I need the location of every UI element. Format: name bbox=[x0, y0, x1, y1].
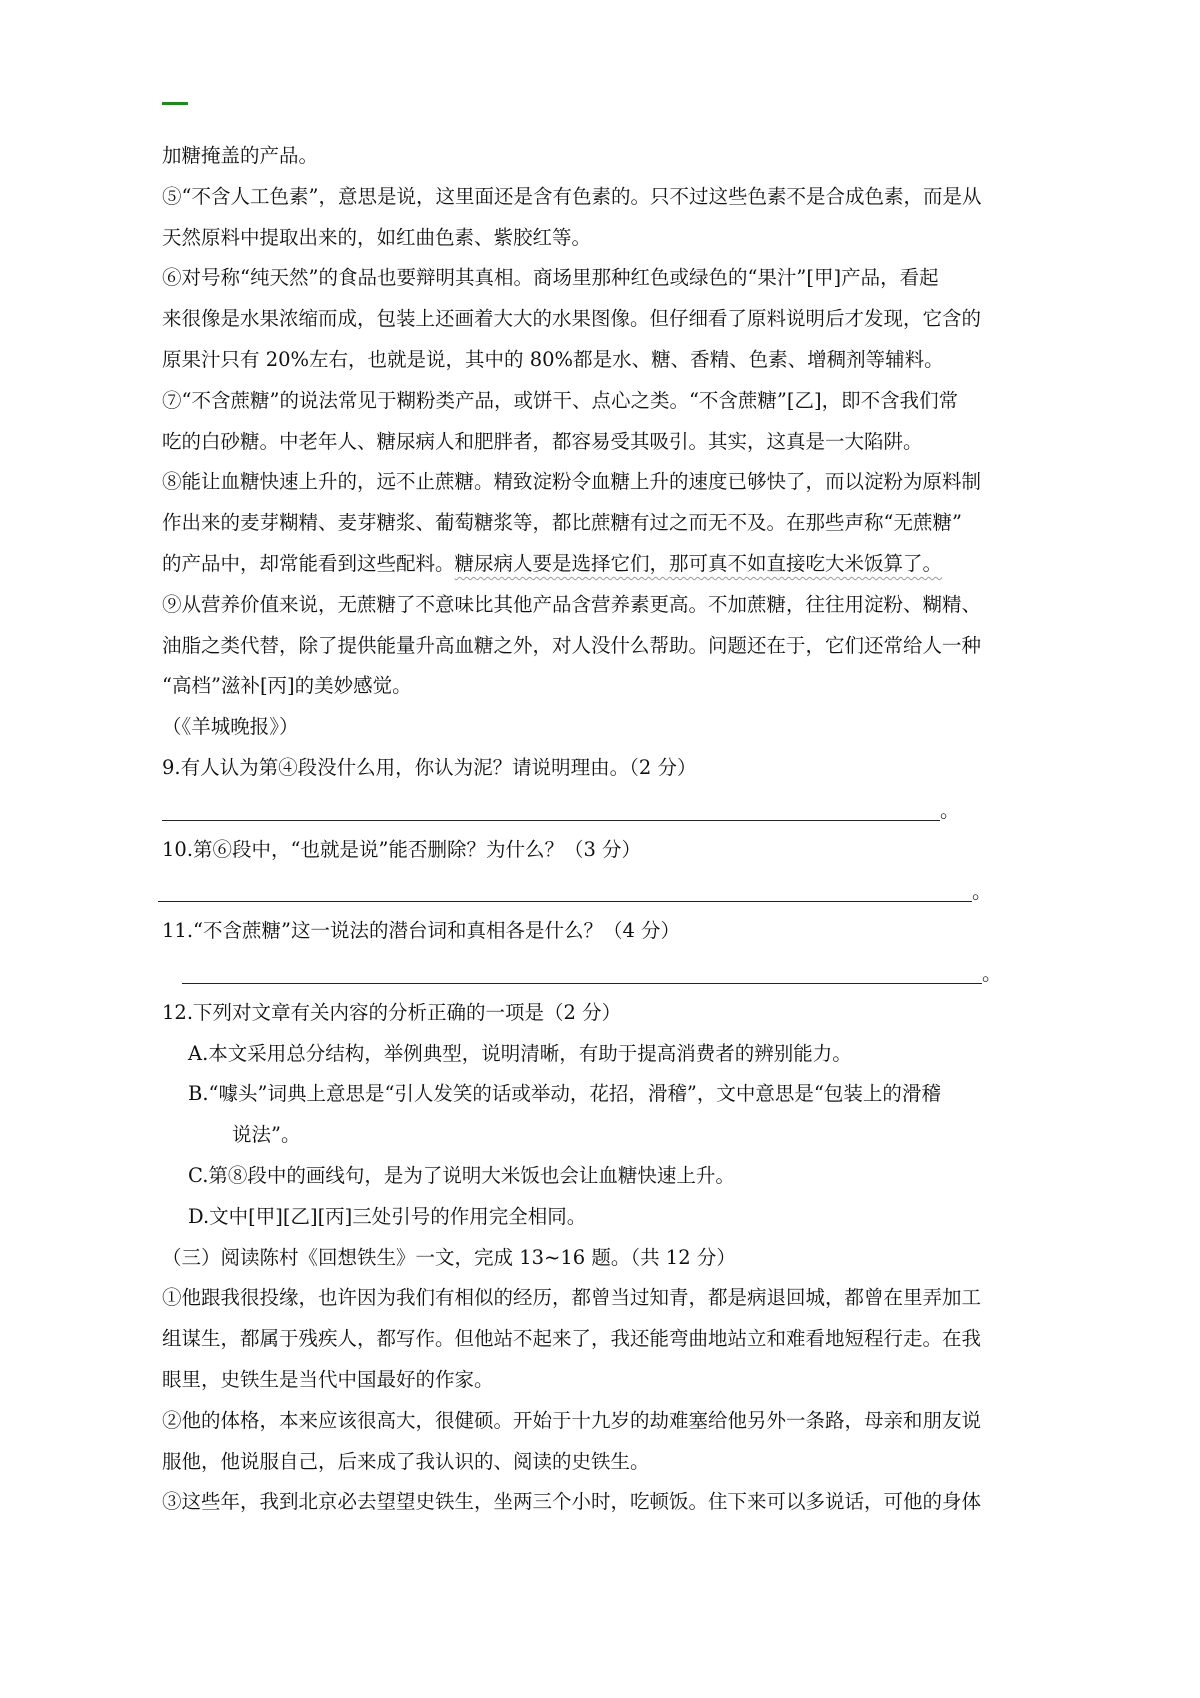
option-b-continued: 说法”。 bbox=[232, 1123, 301, 1147]
text-line: ⑦“不含蔗糖”的说法常见于糊粉类产品，或饼干、点心之类。“不含蔗糖”[乙]，即不含我们常 bbox=[162, 388, 959, 412]
option-c: C.第⑧段中的画线句，是为了说明大米饭也会让血糖快速上升。 bbox=[188, 1163, 735, 1187]
question-12: 12.下列对文章有关内容的分析正确的一项是（2 分） bbox=[162, 1000, 622, 1024]
source-citation: （《羊城晚报》） bbox=[162, 715, 299, 739]
text-plain: 的产品中，却常能看到这些配料。 bbox=[162, 551, 455, 575]
text-line: 吃的白砂糖。中老年人、糖尿病人和肥胖者，都容易受其吸引。其实，这真是一大陷阱。 bbox=[162, 429, 923, 453]
option-b: B.“噱头”词典上意思是“引人发笑的话或举动，花招，滑稽”，文中意思是“包装上的滑稽 bbox=[188, 1082, 941, 1106]
document-body bbox=[162, 136, 1062, 1523]
text-line: ①他跟我很投缘，也许因为我们有相似的经历，都曾当过知青，都是病退回城，都曾在里弄加工 bbox=[162, 1286, 982, 1310]
answer-line-11[interactable] bbox=[162, 952, 1062, 993]
text-line: 作出来的麦芽糊精、麦芽糖浆、葡萄糖浆等，都比蔗糖有过之而无不及。在那些声称“无蔗糖” bbox=[162, 511, 962, 535]
text-line: 服他，他说服自己，后来成了我认识的、阅读的史铁生。 bbox=[162, 1449, 650, 1473]
text-line: ⑨从营养价值来说，无蔗糖了不意味比其他产品含营养素更高。不加蔗糖，往往用淀粉、糊精、 bbox=[162, 592, 982, 616]
answer-underline bbox=[182, 983, 982, 984]
answer-underline bbox=[158, 901, 972, 902]
answer-line-9[interactable] bbox=[162, 789, 1062, 830]
question-11: 11.“不含蔗糖”这一说法的潜台词和真相各是什么？（4 分） bbox=[162, 919, 681, 943]
question-10: 10.第⑥段中，“也就是说”能否删除？为什么？（3 分） bbox=[162, 837, 642, 861]
text-line: 天然原料中提取出来的，如红曲色素、紫胶红等。 bbox=[162, 225, 592, 249]
text-line bbox=[162, 544, 1062, 585]
text-line: ⑧能让血糖快速上升的，远不止蔗糖。精致淀粉令血糖上升的速度已够快了，而以淀粉为原料制 bbox=[162, 470, 982, 494]
text-line: ②他的体格，本来应该很高大，很健硕。开始于十九岁的劫难塞给他另外一条路，母亲和朋友说 bbox=[162, 1408, 982, 1432]
answer-end-mark: 。 bbox=[982, 961, 1002, 985]
answer-line-10[interactable] bbox=[162, 870, 1062, 911]
text-line: ⑤“不含人工色素”，意思是说，这里面还是含有色素的。只不过这些色素不是合成色素，而是从 bbox=[162, 184, 982, 208]
text-line: ③这些年，我到北京必去望望史铁生，坐两三个小时，吃顿饭。住下来可以多说话，可他的身体 bbox=[162, 1490, 982, 1514]
answer-underline bbox=[162, 820, 940, 821]
option-d: D.文中[甲][乙][丙]三处引号的作用完全相同。 bbox=[188, 1204, 587, 1228]
question-9: 9.有人认为第④段没什么用，你认为泥？请说明理由。（2 分） bbox=[162, 755, 697, 779]
section-title: （三）阅读陈村《回想铁生》一文，完成 13~16 题。（共 12 分） bbox=[162, 1245, 736, 1269]
answer-end-mark: 。 bbox=[972, 880, 992, 904]
answer-end-mark: 。 bbox=[940, 798, 960, 822]
text-line: ⑥对号称“纯天然”的食品也要辩明其真相。商场里那种红色或绿色的“果汁”[甲]产品，看起 bbox=[162, 266, 939, 290]
text-line: 原果汁只有 20%左右，也就是说，其中的 80%都是水、糖、香精、色素、增稠剂等辅料。 bbox=[162, 347, 944, 371]
option-a: A.本文采用总分结构，举例典型，说明清晰，有助于提高消费者的辨别能力。 bbox=[188, 1041, 852, 1065]
header-mark bbox=[162, 102, 188, 105]
text-line: “高档”滋补[丙]的美妙感觉。 bbox=[162, 674, 412, 698]
text-line: 组谋生，都属于残疾人，都写作。但他站不起来了，我还能弯曲地站立和难看地短程行走。在我 bbox=[162, 1327, 982, 1351]
text-line: 眼里，史铁生是当代中国最好的作家。 bbox=[162, 1367, 494, 1391]
text-line: 加糖掩盖的产品。 bbox=[162, 144, 319, 167]
text-line: 油脂之类代替，除了提供能量升高血糖之外，对人没什么帮助。问题还在于，它们还常给人一种 bbox=[162, 633, 982, 657]
text-line: 来很像是水果浓缩而成，包装上还画着大大的水果图像。但仔细看了原料说明后才发现，它含的 bbox=[162, 307, 982, 331]
underlined-sentence: 糖尿病人要是选择它们，那可真不如直接吃大米饭算了。 bbox=[454, 551, 943, 575]
